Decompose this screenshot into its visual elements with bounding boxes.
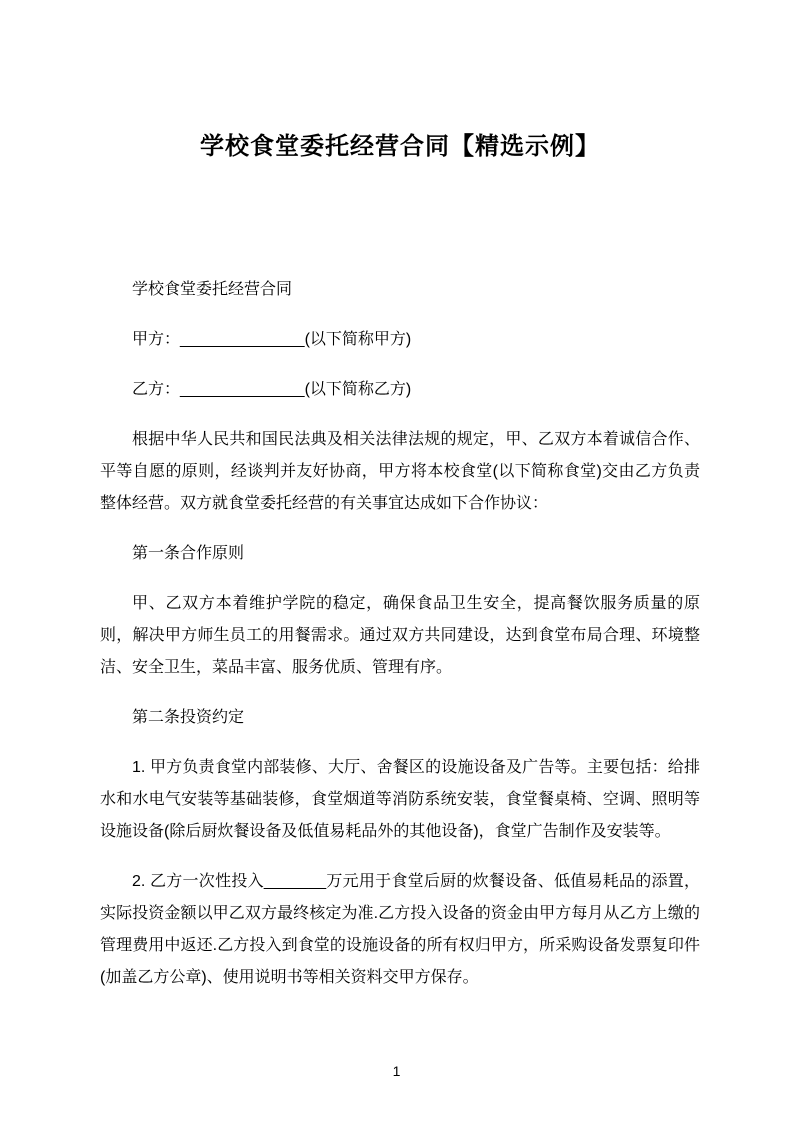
party-b-blank-line: 乙方：______________(以下简称乙方) [132,381,412,398]
document-title: 学校食堂委托经营合同【精选示例】 [200,133,600,160]
party-a-blank-line: 甲方：______________(以下简称甲方) [132,331,412,348]
article-1-heading: 第一条合作原则 [132,545,245,562]
article-1-body: 甲、乙双方本着维护学院的稳定，确保食品卫生安全，提高餐饮服务质量的原则，解决甲方师生员工的用餐需求。通过双方共同建设，达到食堂布局合理、环境整洁、安全卫生，菜品丰富、服务优质、管理有序。 [100,595,700,676]
preamble-paragraph: 根据中华人民共和国民法典及相关法律法规的规定，甲、乙双方本着诚信合作、平等自愿的原则，经谈判并友好协商，甲方将本校食堂(以下简称食堂)交由乙方负责整体经营。双方就食堂委托经营的有关事宜达成如下合作协议： [100,431,700,512]
article-2-item-2: 2. 乙方一次性投入_______万元用于食堂后厨的炊餐设备、低值易耗品的添置，实际投资金额以甲乙双方最终核定为准.乙方投入设备的资金由甲方每月从乙方上缴的管理费用中返还.乙方投入到食堂的设施设备的所有权归甲方，所采购设备发票复印件(加盖乙方公章)、使用说明书等相关资料交甲方保存。 [100,873,700,986]
article-2-heading: 第二条投资约定 [132,709,245,726]
contract-subtitle: 学校食堂委托经营合同 [132,281,293,298]
article-2-item-1: 1. 甲方负责食堂内部装修、大厅、舍餐区的设施设备及广告等。主要包括：给排水和水电气安装等基础装修，食堂烟道等消防系统安装，食堂餐桌椅、空调、照明等设施设备(除后厨炊餐设备及低值易耗品外的其他设备)，食堂广告制作及安装等。 [100,759,700,840]
page-number: 1 [392,1063,401,1079]
